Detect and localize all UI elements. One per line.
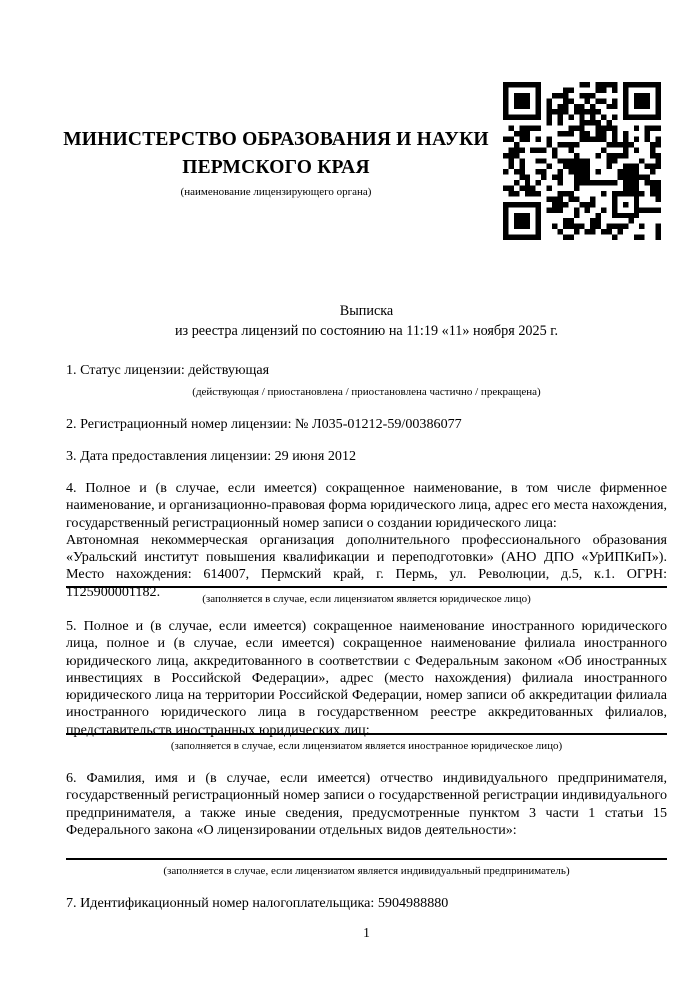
item-4-fill-line-block	[66, 586, 667, 606]
ministry-name-line2: ПЕРМСКОГО КРАЯ	[182, 156, 370, 178]
item-3-text: 3. Дата предоставления лицензии: 29 июня 2012	[66, 448, 357, 464]
qr-code-container	[503, 82, 661, 240]
document-heading	[66, 302, 667, 341]
item-5-caption: (заполняется в случае, если лицензиатом является иностранное юридическое лицо)	[170, 740, 563, 752]
ministry-caption: (наименование лицензирующего органа)	[180, 186, 372, 198]
item-1-caption: (действующая / приостановлена / приостановлена частично / прекращена)	[192, 386, 541, 398]
item-6-label: 6. Фамилия, имя и (в случае, если имеется) отчество индивидуального предпринимателя, государственный регистрационный номер записи о государственной регистрации индивидуального предпринимателя, а также иные сведения, предусмотренные пунктом 3 части 1 статьи 15 Федерального закона «О лицензировании отдельных видов деятельности»:	[66, 770, 667, 838]
fill-in-line	[66, 858, 667, 860]
page-number: 1	[363, 925, 370, 940]
qr-code-icon	[503, 82, 661, 240]
document-title: Выписка	[339, 303, 394, 319]
item-2-text: 2. Регистрационный номер лицензии: № Л035-01212-59/00386077	[66, 416, 462, 432]
item-6-caption: (заполняется в случае, если лицензиатом является индивидуальный предприниматель)	[163, 865, 570, 877]
item-4-caption: (заполняется в случае, если лицензиатом является юридическое лицо)	[202, 593, 531, 605]
item-4-label: 4. Полное и (в случае, если имеется) сокращенное наименование, в том числе фирменное наименование, и организационно-правовая форма юридического лица, адрес его места нахождения, государственный регистрационный номер записи о создании юридического лица:	[66, 480, 667, 531]
item-5-foreign-entity	[66, 618, 667, 739]
item-1-license-status	[66, 362, 667, 379]
licensing-authority-header	[60, 126, 492, 199]
item-4-value: Автономная некоммерческая организация дополнительного профессионального образования «Уральский институт повышения квалификации и переподготовки» (АНО ДПО «УрИПКиП»). Место нахождения: 614007, Пермский край, г. Пермь, ул. Революции, д.5, к.1. ОГРН: 1125900001182.	[66, 531, 667, 600]
item-6-fill-line-block	[66, 858, 667, 878]
item-7-text: 7. Идентификационный номер налогоплательщика: 5904988880	[66, 895, 449, 911]
item-2-registration-number	[66, 416, 667, 433]
ministry-name-line1: МИНИСТЕРСТВО ОБРАЗОВАНИЯ И НАУКИ	[63, 129, 489, 150]
item-7-taxpayer-number	[66, 895, 667, 912]
document-subtitle: из реестра лицензий по состоянию на 11:19 «11» ноября 2025 г.	[174, 322, 559, 339]
item-4-legal-entity	[66, 480, 667, 601]
item-3-license-date	[66, 448, 667, 465]
item-5-label: 5. Полное и (в случае, если имеется) сокращенное наименование иностранного юридического лица, полное и (в случае, если имеется) сокращенное наименование филиала иностранного юридического лица, аккредитованного в соответствии с Федеральным законом «Об иностранных инвестициях в Российской Федерации», адрес (место нахождения) филиала иностранного юридического лица на территории Российской Федерации, номер записи об аккредитации филиала иностранного юридического лица в государственном реестре аккредитованных филиалов, представительств иностранных юридических лиц:	[66, 618, 667, 738]
item-6-individual-entrepreneur	[66, 770, 667, 839]
fill-in-line	[66, 733, 667, 735]
item-5-fill-line-block	[66, 733, 667, 753]
item-1-text: 1. Статус лицензии: действующая	[66, 362, 270, 378]
fill-in-line	[66, 586, 667, 588]
ministry-name	[60, 126, 492, 181]
